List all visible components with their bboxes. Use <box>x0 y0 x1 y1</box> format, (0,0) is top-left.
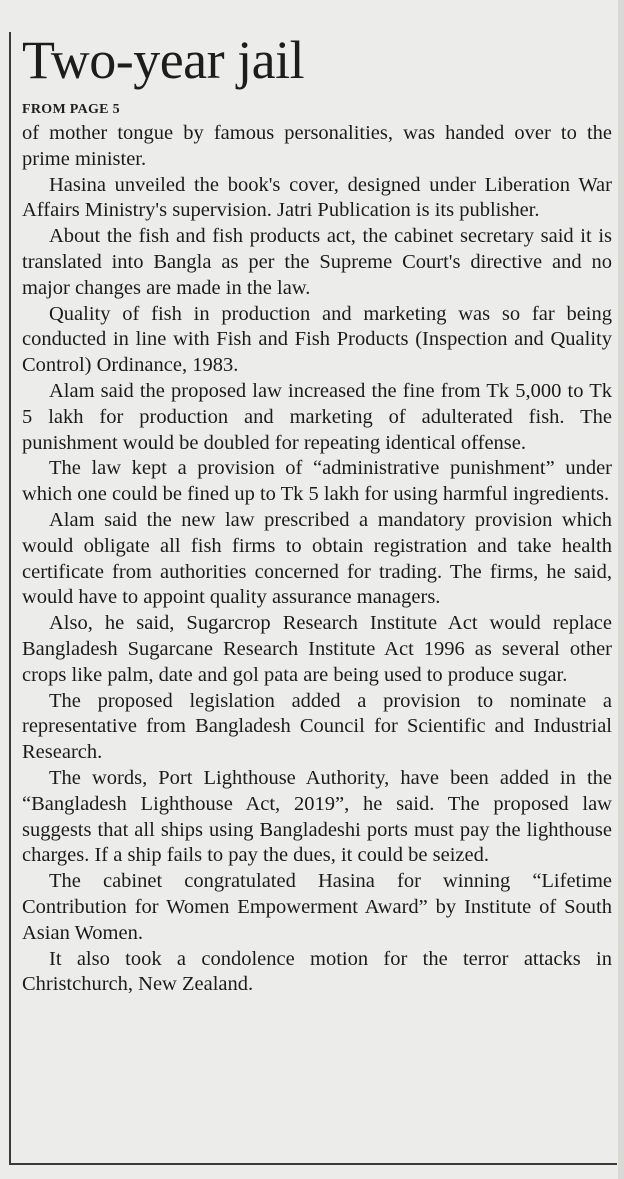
paragraph: It also took a condolence motion for the terror attacks in Christchurch, New Zealand. <box>22 947 612 996</box>
paragraph: of mother tongue by famous personalities, was handed over to the prime minister. <box>22 122 612 170</box>
paragraph: Alam said the proposed law increased the fine from Tk 5,000 to Tk 5 lakh for production and marketing of adulterated fish. The punishment would be doubled for repeating identical offense. <box>22 379 612 454</box>
column-rule-left <box>9 32 11 1164</box>
paragraph: Hasina unveiled the book's cover, designed under Liberation War Affairs Ministry's supervision. Jatri Publication is its publisher. <box>22 173 612 222</box>
article-body <box>22 121 612 998</box>
page-edge <box>618 0 624 1179</box>
paragraph: Alam said the new law prescribed a mandatory provision which would obligate all fish firms to obtain registration and take health certificate from authorities concerned for trading. The firms, he said, would have to appoint quality assurance managers. <box>22 508 612 609</box>
jump-line: FROM PAGE 5 <box>22 102 120 117</box>
paragraph: The words, Port Lighthouse Authority, have been added in the “Bangladesh Lighthouse Act, 2019”, he said. The proposed law suggests that all ships using Bangladeshi ports must pay the lighthouse charges. If a ship fails to pay the dues, it could be seized. <box>22 766 612 867</box>
paragraph: The cabinet congratulated Hasina for winning “Lifetime Contribution for Women Empowerment Award” by Institute of South Asian Women. <box>22 870 612 944</box>
article-headline: Two-year jail <box>22 30 305 90</box>
paragraph: The law kept a provision of “administrative punishment” under which one could be fined up to Tk 5 lakh for using harmful ingredients. <box>22 457 612 506</box>
paragraph: Quality of fish in production and marketing was so far being conducted in line with Fish and Fish Products (Inspection and Quality Control) Ordinance, 1983. <box>22 302 612 377</box>
paragraph: About the fish and fish products act, the cabinet secretary said it is translated into Bangla as per the Supreme Court's directive and no major changes are made in the law. <box>22 225 612 299</box>
paragraph: The proposed legislation added a provision to nominate a representative from Bangladesh Council for Scientific and Industrial Research. <box>22 689 612 764</box>
column-rule-bottom <box>9 1163 617 1165</box>
paragraph: Also, he said, Sugarcrop Research Institute Act would replace Bangladesh Sugarcane Research Institute Act 1996 as several other crops like palm, date and gol pata are being used to produce sugar. <box>22 612 612 686</box>
